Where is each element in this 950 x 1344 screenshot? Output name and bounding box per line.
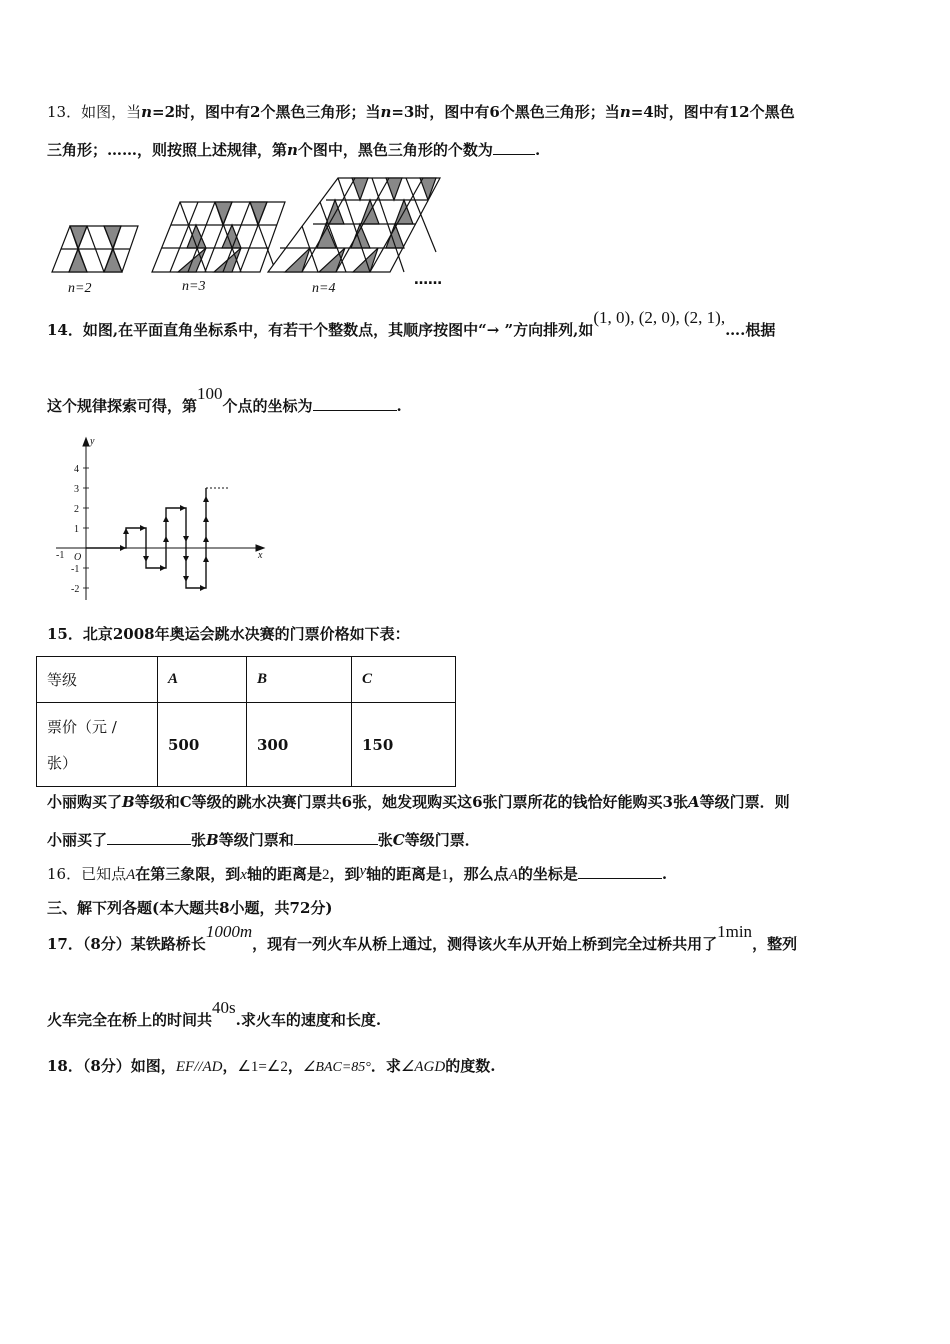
price-c: 150 (352, 703, 456, 787)
ytick-1: 1 (74, 524, 79, 535)
origin-label: O (74, 552, 82, 563)
table-header-c: C (352, 657, 456, 703)
label-n4: n=4 (312, 281, 336, 296)
answer-blank (493, 140, 535, 155)
answer-blank-c (294, 830, 378, 845)
answer-blank-b (107, 830, 191, 845)
q17-line1: 17．（8分）某铁路桥长1000m，现有一列火车从桥上通过，测得该火车从开始上桥到完全过桥共用了1min，整列 (47, 922, 798, 953)
ytick-neg2: -2 (71, 584, 80, 595)
q14-line2: 这个规律探索可得，第100个点的坐标为 . (47, 384, 402, 415)
answer-blank (313, 396, 397, 411)
q16-line: 16．已知点A在第三象限，到x轴的距离是2，到y轴的距离是1，那么点A的坐标是 . (47, 863, 668, 883)
price-a: 500 (158, 703, 247, 787)
section-3-heading: 三、解下列各题(本大题共8小题，共72分) (47, 899, 333, 917)
q15-line2: 小丽买了 张B等级门票和 张C等级门票． (47, 831, 480, 849)
q17-line2: 火车完全在桥上的时间共40s.求火车的速度和长度. (47, 998, 382, 1029)
q14-coordinate-figure (48, 432, 278, 604)
label-n2: n=2 (68, 281, 92, 296)
table-row-label: 票价（元 / 张） (37, 703, 158, 787)
q13-line1: 13．如图，当n=2时，图中有2个黑色三角形；当n=3时，图中有6个黑色三角形；当n=4时，图中有12个黑色 (47, 103, 795, 121)
figure-n2 (52, 226, 138, 272)
q13-line2: 三角形；……，则按照上述规律，第n个图中，黑色三角形的个数为 . (47, 141, 541, 159)
table-header-b: B (247, 657, 352, 703)
y-axis-label: y (90, 436, 95, 447)
ticket-price-table (36, 656, 456, 787)
ytick-neg1: -1 (71, 564, 80, 575)
ytick-3: 3 (74, 484, 79, 495)
price-b: 300 (247, 703, 352, 787)
table-header-a: A (158, 657, 247, 703)
table-header-grade: 等级 (37, 657, 158, 703)
ellipsis: …… (414, 272, 442, 288)
figure-n3 (152, 202, 285, 272)
q14-line1: 14．如图,在平面直角坐标系中，有若干个整数点，其顺序按图中“→ ”方向排列,如(1, 0), (2, 0), (2, 1),….根据 (47, 308, 776, 339)
answer-blank (578, 864, 662, 879)
ytick-2: 2 (74, 504, 79, 515)
ytick-4: 4 (74, 464, 79, 475)
xtick-neg1: -1 (56, 550, 65, 561)
label-n3: n=3 (182, 279, 206, 294)
figure-n4 (268, 178, 440, 272)
q13-figure (40, 172, 470, 300)
q18-line: 18．（8分）如图，EF//AD，∠1=∠2，∠BAC=85°．求∠AGD的度数. (47, 1057, 496, 1075)
q15-line1: 小丽购买了B等级和C等级的跳水决赛门票共6张，她发现购买这6张门票所花的钱恰好能购买3张A等级门票．则 (47, 793, 790, 811)
q15-intro: 15．北京2008年奥运会跳水决赛的门票价格如下表： (47, 625, 410, 643)
x-axis-label: x (258, 550, 263, 561)
